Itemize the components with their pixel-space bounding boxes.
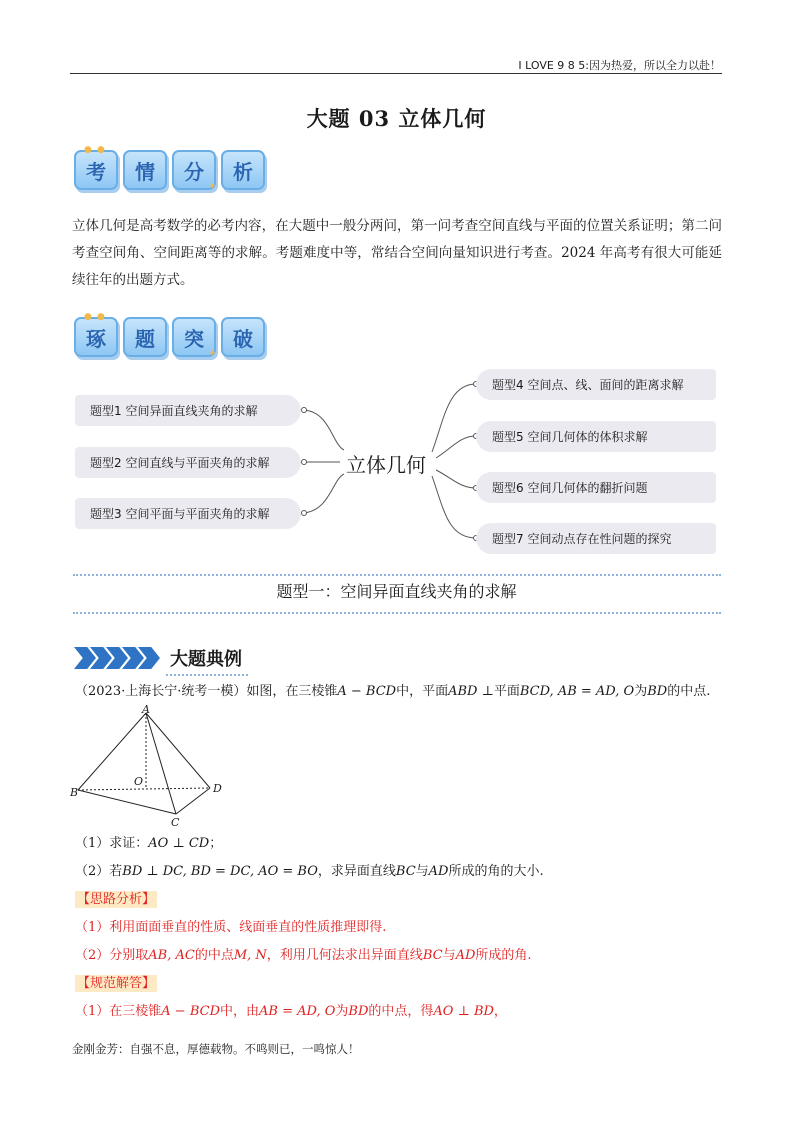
problem-source: （2023·上海长宁·统考一模） — [75, 684, 247, 699]
mindmap-center: 立体几何 — [346, 453, 426, 477]
dots-icon: ● ● — [84, 145, 106, 155]
label-o: O — [134, 775, 144, 788]
math-run: A − BCD — [337, 684, 397, 699]
text-run: 所成的角的大小. — [448, 864, 544, 879]
mindmap-topic-1: 题型1 空间异面直线夹角的求解 — [75, 395, 301, 426]
text-run: 的中点 — [194, 948, 234, 963]
question-1 — [75, 834, 222, 854]
text-run: 所成的角. — [475, 948, 532, 963]
label-a: A — [142, 704, 150, 716]
math-run: ABD ⊥ — [448, 684, 494, 699]
section-title: 题型一：空间异面直线夹角的求解 — [276, 582, 517, 601]
badge-char: 析 — [233, 159, 253, 184]
example-label: 大题典例 — [170, 645, 242, 671]
label-b: B — [70, 786, 79, 799]
math-run: BD ⊥ DC, BD = DC, AO = BO — [122, 864, 318, 879]
mindmap-topic-3: 题型3 空间平面与平面夹角的求解 — [75, 498, 301, 529]
math-run: BC — [422, 948, 443, 963]
example-banner — [74, 645, 242, 671]
math-run: BD — [647, 684, 668, 699]
node-dot — [302, 460, 307, 465]
math-run: AB, AC — [148, 948, 195, 963]
text-run: 的中点，得 — [368, 1004, 434, 1019]
badge-char: 情 — [135, 159, 155, 184]
analysis-tag: 【思路分析】 — [77, 892, 156, 907]
text-run: 的中点. — [667, 684, 711, 699]
analysis-line-2 — [75, 946, 532, 966]
text-run: （2）分别取 — [75, 948, 149, 963]
footer-motto: 金刚金芳：自强不息，厚德载物。不鸣则已，一鸣惊人！ — [72, 1042, 360, 1056]
sparkle-icon: ✦ — [208, 182, 216, 192]
math-run: AB = AD, O — [259, 1004, 336, 1019]
badge-char: 考 — [86, 159, 106, 184]
label-d: D — [213, 782, 222, 795]
mindmap-topic-4: 题型4 空间点、线、面间的距离求解 — [476, 369, 716, 400]
analysis-heading — [75, 890, 157, 910]
math-run: BC — [395, 864, 416, 879]
math-run: A − BCD — [161, 1004, 220, 1019]
badge-char: 突 — [184, 326, 204, 351]
math-run: AO ⊥ BD — [433, 1004, 494, 1019]
text-run: 与 — [415, 864, 429, 879]
section-rule-bottom — [73, 612, 721, 614]
mindmap-topic-2: 题型2 空间直线与平面夹角的求解 — [75, 447, 301, 478]
section-rule-top — [73, 574, 721, 576]
connector-right-7 — [432, 476, 476, 538]
node-dot — [302, 408, 307, 413]
text-run: （1）利用面面垂直的性质、线面垂直的性质推理即得. — [75, 920, 387, 935]
text-run: ，利用几何法求出异面直线 — [266, 948, 423, 963]
connector-right-6 — [436, 470, 476, 488]
math-run: AD — [455, 948, 476, 963]
edge-ad — [146, 713, 210, 788]
text-run: 平面 — [493, 684, 520, 699]
math-run: BD — [348, 1004, 369, 1019]
problem-stem — [75, 682, 710, 702]
text-run: （1）在三棱锥 — [75, 1004, 162, 1019]
text-run: （1）求证： — [75, 836, 149, 851]
solution-tag: 【规范解答】 — [77, 976, 156, 991]
badge-char: 破 — [233, 326, 253, 351]
sparkle-icon: ✦ — [208, 349, 216, 359]
edge-bc — [78, 790, 176, 814]
mindmap-topic-6: 题型6 空间几何体的翻折问题 — [476, 472, 716, 503]
node-dot — [302, 511, 307, 516]
solution-heading — [75, 974, 157, 994]
tetrahedron-figure — [70, 704, 240, 830]
math-run: AD — [428, 864, 449, 879]
edge-bd-hidden — [78, 788, 210, 790]
chevrons-icon — [74, 647, 154, 669]
mindmap-topic-7: 题型7 空间动点存在性问题的探究 — [476, 523, 716, 554]
edge-ac — [146, 713, 176, 814]
math-run: BCD, AB = AD, O — [519, 684, 635, 699]
text-run: 与 — [442, 948, 456, 963]
badge-char: 题 — [135, 326, 155, 351]
connector-right-4 — [432, 384, 476, 452]
mindmap-topic-5: 题型5 空间几何体的体积求解 — [476, 421, 716, 452]
dots-icon: ● ● — [84, 312, 106, 322]
text-run: ； — [209, 836, 223, 851]
solution-line-1 — [75, 1002, 507, 1022]
text-run: （2）若 — [75, 864, 123, 879]
question-2 — [75, 862, 544, 882]
text-run: 为 — [335, 1004, 349, 1019]
header-motto: I LOVE 9 8 5:因为热爱，所以全力以赴！ — [518, 59, 721, 72]
connector-left-3 — [304, 474, 344, 513]
text-run: ， — [493, 1004, 507, 1019]
badge-char: 琢 — [86, 326, 106, 351]
connector-right-5 — [436, 436, 476, 458]
text-run: 中，平面 — [396, 684, 449, 699]
label-c: C — [171, 816, 180, 829]
math-run: M, N — [233, 948, 267, 963]
text-run: ，求异面直线 — [317, 864, 396, 879]
text-run: 如图，在三棱锥 — [246, 684, 338, 699]
text-run: 中，由 — [220, 1004, 260, 1019]
analysis-line-1 — [75, 918, 386, 938]
document-title: 大题 03 立体几何 — [306, 106, 487, 131]
edge-cd — [176, 788, 210, 814]
intro-paragraph: 立体几何是高考数学的必考内容，在大题中一般分两问，第一问考查空间直线与平面的位置关系证明；第二问考查空间角、空间距离等的求解。考题难度中等，常结合空间向量知识进行考查。2024 年高考有很大可能延续往年的出题方式。 — [72, 218, 722, 288]
math-run: AO ⊥ CD — [148, 836, 210, 851]
badge-char: 分 — [184, 159, 204, 184]
connector-left-1 — [304, 410, 344, 450]
text-run: 为 — [634, 684, 648, 699]
